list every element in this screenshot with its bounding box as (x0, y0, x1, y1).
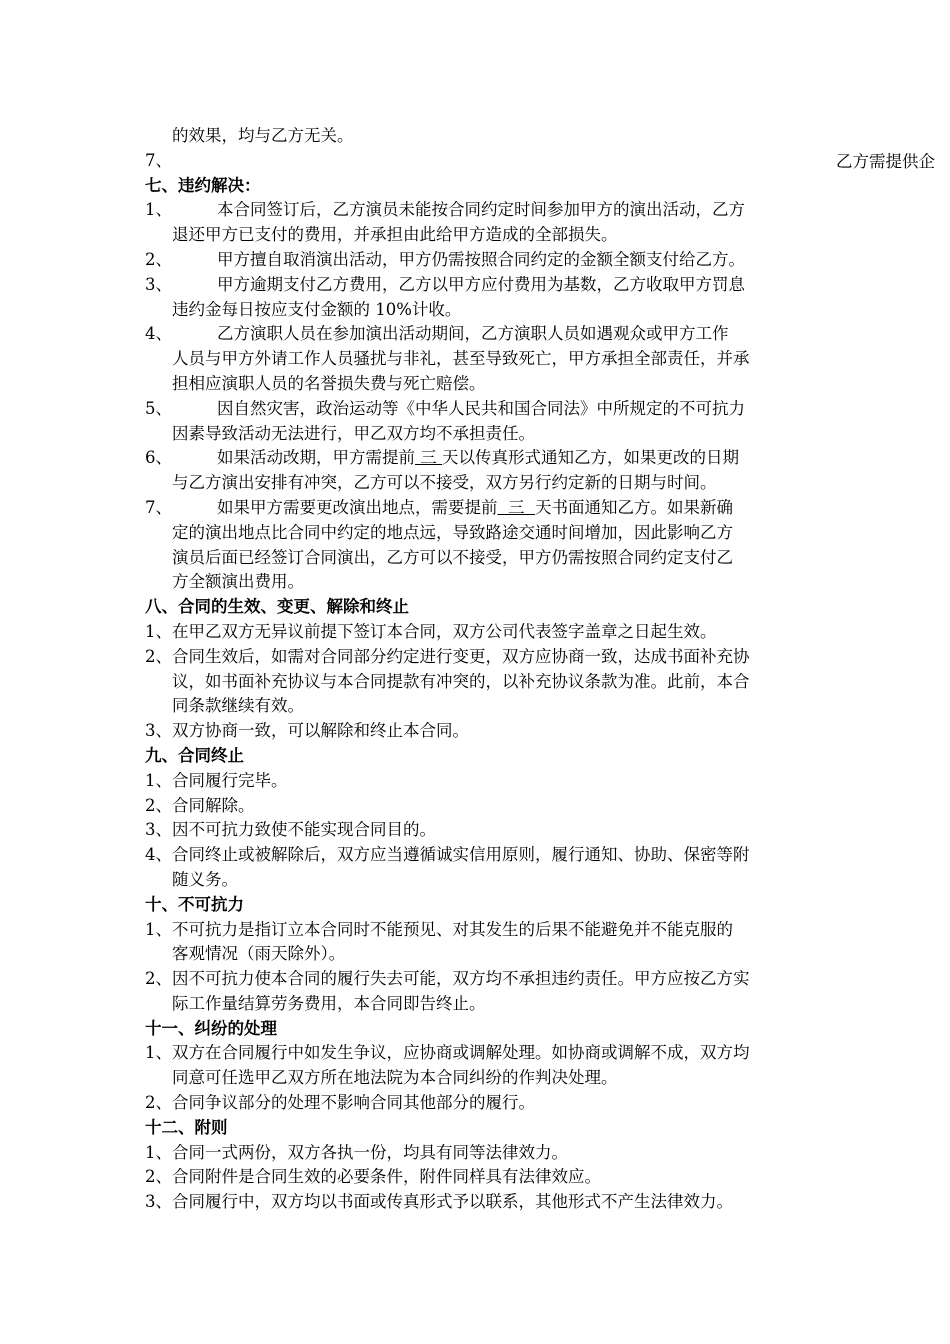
section-9-title: 九、合同终止 (145, 745, 244, 765)
s7-item-6-number: 6、 (145, 448, 172, 468)
section-10-title: 十、不可抗力 (145, 894, 244, 914)
s7-item-6-line-1 (217, 446, 823, 471)
s11-item-1-line-2: 同意可任选甲乙双方所在地法院为本合同纠纷的作判决处理。 (172, 1068, 618, 1088)
s10-item-2-line-2: 际工作量结算劳务费用，本合同即告终止。 (172, 993, 486, 1013)
s7-item-4-line-1: 乙方演职人员在参加演出活动期间，乙方演职人员如遇观众或甲方工作 (217, 324, 729, 344)
s7-item-6-text-a: 如果活动改期，甲方需提前 (217, 448, 415, 468)
s8-item-2-line-2: 议，如书面补充协议与本合同提款有冲突的，以补充协议条款为准。此前，本合 (172, 671, 750, 691)
s7-item-7-line-1 (217, 496, 823, 521)
s7-item-4-line-2: 人员与甲方外请工作人员骚扰与非礼，甚至导致死亡，甲方承担全部责任，并承 (172, 349, 750, 369)
s7-item-2-number: 2、 (145, 249, 172, 269)
s9-item-4-line-1: 4、合同终止或被解除后，双方应当遵循诚实信用原则，履行通知、协助、保密等附 (145, 845, 750, 865)
s7-item-7-line-3: 演员后面已经签订合同演出，乙方可以不接受，甲方仍需按照合同约定支付乙 (172, 547, 733, 567)
s9-item-1: 1、合同履行完毕。 (145, 770, 288, 790)
s7-item-2 (145, 248, 823, 273)
section-7-title: 七、违约解决： (145, 175, 261, 195)
s7-item-4-number: 4、 (145, 324, 172, 344)
carryover-line: 的效果，均与乙方无关。 (172, 126, 354, 145)
s7-item-7 (145, 496, 823, 521)
s8-item-2-line-3: 同条款继续有效。 (172, 696, 304, 716)
s9-item-4-line-2: 随义务。 (172, 869, 238, 889)
s10-item-1-line-1: 1、不可抗力是指订立本合同时不能预见、对其发生的后果不能避免并不能克服的 (145, 919, 733, 939)
s11-item-2: 2、合同争议部分的处理不影响合同其他部分的履行。 (145, 1093, 535, 1113)
s12-item-3: 3、合同履行中，双方均以书面或传真形式予以联系，其他形式不产生法律效力。 (145, 1192, 733, 1212)
contract-body (145, 124, 823, 1215)
s7-item-1-line-2: 退还甲方已支付的费用，并承担由此给甲方造成的全部损失。 (172, 225, 618, 245)
s12-item-2: 2、合同附件是合同生效的必要条件，附件同样具有法律效应。 (145, 1167, 601, 1187)
s7-item-7-days-underlined: 三 (497, 497, 535, 517)
s7-item-1 (145, 198, 823, 223)
s7-item-6 (145, 446, 823, 471)
s7-item-1-line-1: 本合同签订后，乙方演员未能按合同约定时间参加甲方的演出活动，乙方 (217, 200, 745, 220)
s10-item-2-line-1: 2、因不可抗力使本合同的履行失去可能，双方均不承担违约责任。甲方应按乙方实 (145, 969, 750, 989)
s7-item-4 (145, 322, 823, 347)
item-7-number: 7、 (145, 150, 172, 170)
s9-item-3: 3、因不可抗力致使不能实现合同目的。 (145, 820, 436, 840)
s7-item-7-text-a: 如果甲方需要更改演出地点，需要提前 (217, 497, 498, 517)
section-8-title: 八、合同的生效、变更、解除和终止 (145, 597, 409, 617)
s7-item-5-number: 5、 (145, 398, 172, 418)
item-7-trailing-text: 乙方需提供企 (836, 152, 935, 171)
s7-item-6-line-2: 与乙方演出安排有冲突，乙方可以不接受，双方另行约定新的日期与时间。 (172, 473, 717, 493)
s8-item-3: 3、双方协商一致，可以解除和终止本合同。 (145, 721, 469, 741)
s7-item-7-text-c: 天书面通知乙方。如果新确 (534, 497, 733, 517)
s7-item-5 (145, 397, 823, 422)
s7-item-1-number: 1、 (145, 200, 172, 220)
s9-item-2: 2、合同解除。 (145, 795, 255, 815)
s7-item-4-line-3: 担相应演职人员的名誉损失费与死亡赔偿。 (172, 373, 486, 393)
s7-item-7-line-4: 方全额演出费用。 (172, 572, 304, 592)
s7-item-6-text-c: 天以传真形式通知乙方，如果更改的日期 (442, 448, 739, 468)
s7-item-6-days-underlined: 三 (415, 448, 442, 468)
s7-item-3-line-1: 甲方逾期支付乙方费用，乙方以甲方应付费用为基数，乙方收取甲方罚息 (217, 274, 745, 294)
section-11-title: 十一、纠纷的处理 (145, 1018, 277, 1038)
section-12-title: 十二、附则 (145, 1117, 228, 1137)
s10-item-1-line-2: 客观情况（雨天除外）。 (172, 944, 346, 964)
s7-item-3-line-2: 违约金每日按应支付金额的 10%计收。 (172, 299, 462, 319)
s8-item-1: 1、在甲乙双方无异议前提下签订本合同，双方公司代表签字盖章之日起生效。 (145, 621, 717, 641)
s7-item-5-line-2: 因素导致活动无法进行，甲乙双方均不承担责任。 (172, 423, 535, 443)
s12-item-1: 1、合同一式两份，双方各执一份，均具有同等法律效力。 (145, 1142, 568, 1162)
s8-item-2-line-1: 2、合同生效后，如需对合同部分约定进行变更，双方应协商一致，达成书面补充协 (145, 646, 750, 666)
s7-item-3 (145, 273, 823, 298)
s7-item-7-number: 7、 (145, 497, 172, 517)
s7-item-5-line-1: 因自然灾害，政治运动等《中华人民共和国合同法》中所规定的不可抗力 (217, 398, 745, 418)
s7-item-7-line-2: 定的演出地点比合同中约定的地点远，导致路途交通时间增加，因此影响乙方 (172, 522, 733, 542)
s11-item-1-line-1: 1、双方在合同履行中如发生争议，应协商或调解处理。如协商或调解不成，双方均 (145, 1043, 750, 1063)
s7-item-2-line-1: 甲方擅自取消演出活动，甲方仍需按照合同约定的金额全额支付给乙方。 (217, 249, 745, 269)
s7-item-3-number: 3、 (145, 274, 172, 294)
